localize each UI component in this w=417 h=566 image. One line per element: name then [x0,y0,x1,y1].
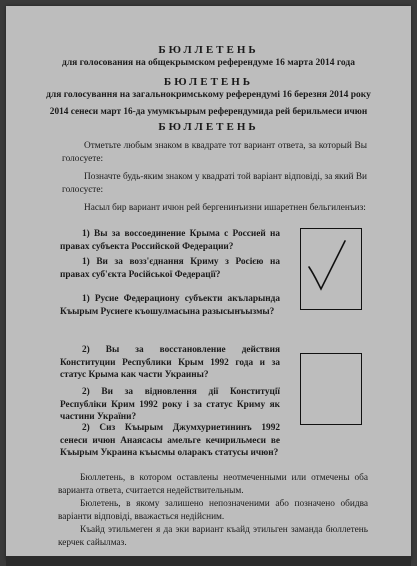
option2-text-uk: 2) Ви за відновлення дії Конституції Республіки Крим 1992 року і за статус Криму як частини України? [60,387,280,422]
subtitle-uk: для голосування на загальнокримському референдумі 16 березня 2014 року [46,90,371,100]
footer-uk: Бюлетень, в якому залишено непозначеними або позначено обидва варіанти відповіді, вважається недійсним. [58,499,368,522]
subtitle-ru: для голосования на общекрымском референдуме 16 марта 2014 года [62,58,355,68]
instruction-ru: Отметьте любым знаком в квадрате тот вариант ответа, за который Вы голосуете: [62,141,367,164]
instruction-crh: Насыл бир вариант ичюн рей бергенинъизни ишаретнен бельгиленъиз: [84,203,366,213]
checkmark-icon [301,229,361,309]
option1-text-uk: 1) Ви за возз'єднання Криму з Росією на правах суб'єкта Російської Федерації? [60,257,280,280]
ballot-sheet [6,6,411,560]
option1-text-crh: 1) Русие Федерациону субъекти акъларында Къырым Русиеге къошулмасына разысынъызмы? [60,294,280,317]
option2-checkbox[interactable] [300,353,362,425]
title-uk: БЮЛЕТЕНЬ [163,76,254,88]
option1-checkbox[interactable] [300,228,362,310]
option2-text-ru: 2) Вы за восстановление действия Конституции Республики Крым 1992 года и за статус Крыма как части Украины? [60,345,280,380]
table-edge [6,556,411,566]
title-crh: БЮЛЛЕТЕНЬ [158,121,259,133]
instruction-uk: Позначте будь-яким знаком у квадраті той варіант відповіді, за який Ви голосуєте: [62,172,367,195]
footer-ru: Бюллетень, в котором оставлены неотмеченными или отмечены оба варианта ответа, считается недействительным. [58,473,368,496]
option2-text-crh: 2) Сиз Къырым Джумхуриетининъ 1992 сенеси ичюн Анаясасы амельге кечирильмеси ве Къырым Украина къысмы оларакъ статусы ичюн? [60,423,280,458]
subtitle-crh: 2014 сенеси март 16-да умумкъырым референдумида рей берильмеси ичюн [49,107,368,117]
option1-text-ru: 1) Вы за воссоединение Крыма с Россией на правах субъекта Российской Федерации? [60,229,280,252]
title-ru: БЮЛЛЕТЕНЬ [158,44,259,56]
footer-crh: Къайд этильмеген я да эки вариант къайд этильген заманда бюллетень керчек сайылмаз. [58,525,368,548]
